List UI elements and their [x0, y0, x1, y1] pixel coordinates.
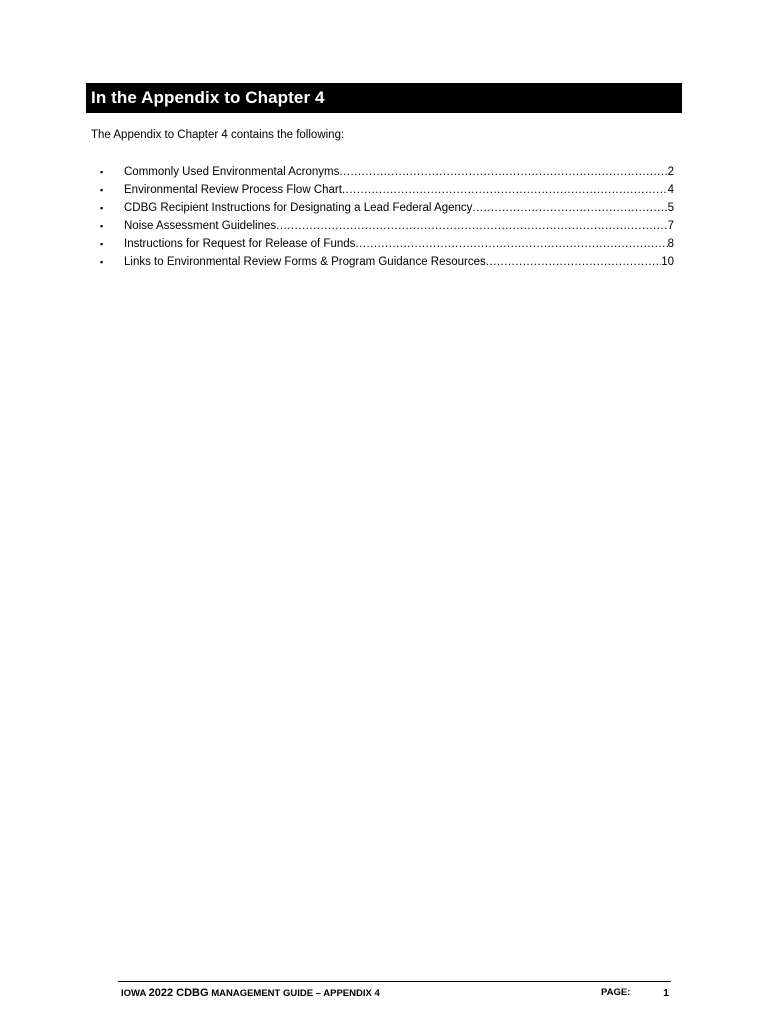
contents-item-label: CDBG Recipient Instructions for Designating a Lead Federal Agency	[124, 202, 473, 214]
section-title: In the Appendix to Chapter 4	[91, 88, 325, 107]
bullet-icon: ▪	[100, 203, 104, 213]
footer-page-number: 1	[663, 987, 669, 999]
dot-leader	[355, 238, 667, 250]
contents-item-label: Commonly Used Environmental Acronyms	[124, 166, 340, 178]
contents-item-label: Instructions for Request for Release of Funds	[124, 238, 356, 250]
dot-leader	[342, 184, 668, 196]
contents-item	[100, 202, 678, 220]
intro-paragraph: The Appendix to Chapter 4 contains the following:	[91, 129, 345, 141]
footer-title	[121, 987, 601, 999]
contents-item-label: Links to Environmental Review Forms & Program Guidance Resources	[124, 256, 486, 268]
contents-item-label: Environmental Review Process Flow Chart	[124, 184, 342, 196]
footer-page-label: PAGE:	[601, 987, 631, 998]
contents-item	[100, 166, 678, 184]
contents-list	[100, 166, 678, 274]
dot-leader	[472, 202, 667, 214]
bullet-icon: ▪	[100, 167, 104, 177]
contents-item-page: 10	[661, 256, 674, 268]
page-footer	[121, 987, 669, 999]
footer-divider	[118, 981, 671, 982]
footer-cdbg: CDBG	[173, 987, 209, 999]
contents-item-page: 7	[667, 220, 674, 232]
contents-item-page: 2	[667, 166, 674, 178]
contents-item	[100, 256, 678, 274]
contents-item-page: 5	[667, 202, 674, 214]
bullet-icon: ▪	[100, 185, 104, 195]
contents-item-label: Noise Assessment Guidelines	[124, 220, 277, 232]
contents-item	[100, 184, 678, 202]
contents-item	[100, 238, 678, 256]
dot-leader	[486, 256, 661, 268]
dot-leader	[339, 166, 667, 178]
contents-item	[100, 220, 678, 238]
contents-item-page: 8	[667, 238, 674, 250]
bullet-icon: ▪	[100, 239, 104, 249]
bullet-icon: ▪	[100, 257, 104, 267]
contents-item-page: 4	[667, 184, 674, 196]
footer-suffix: MANAGEMENT GUIDE – APPENDIX 4	[208, 988, 380, 999]
section-title-bar	[86, 83, 682, 113]
footer-year: 2022	[148, 987, 174, 999]
bullet-icon: ▪	[100, 221, 104, 231]
dot-leader	[276, 220, 667, 232]
footer-prefix: IOWA	[121, 988, 149, 999]
